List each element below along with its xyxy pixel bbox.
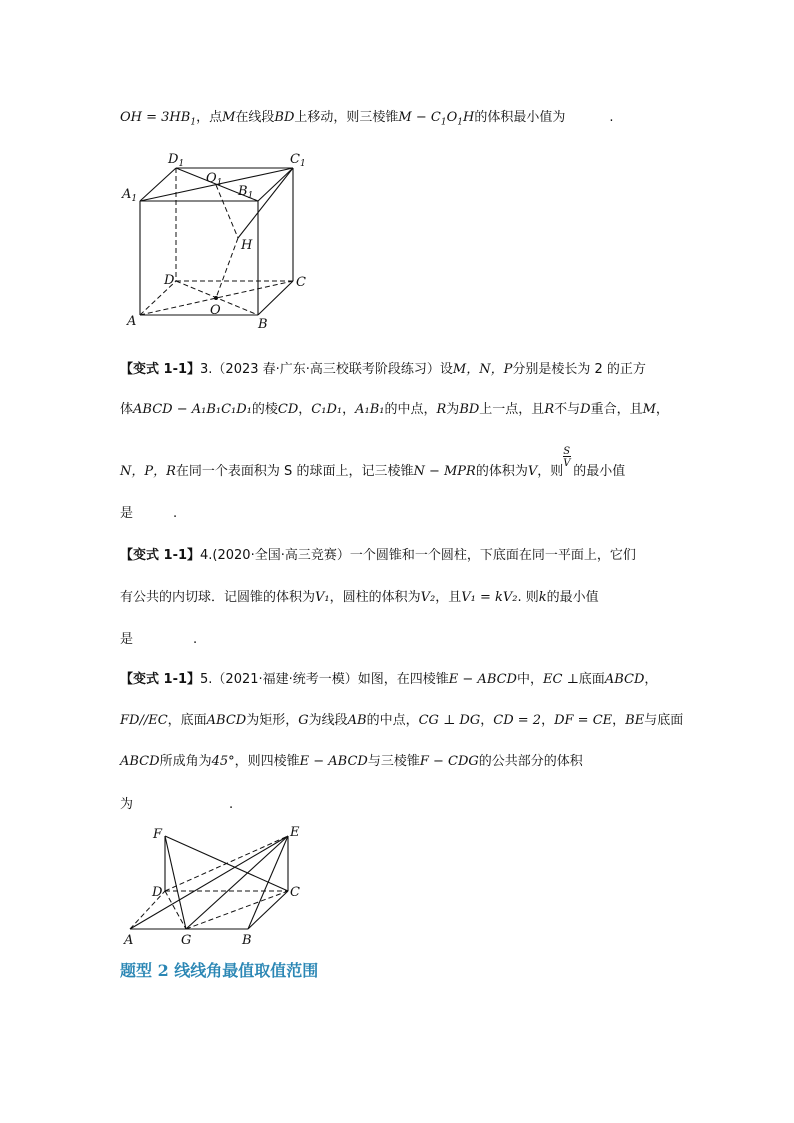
label-B1: B xyxy=(238,184,248,199)
svg-text:D1: $D_1$ xyxy=(168,152,185,169)
label-D: D xyxy=(164,273,175,288)
fraction-s-over-v: S V xyxy=(563,446,571,469)
pyramid-figure xyxy=(118,822,318,950)
problem-4-line-3: 是 . xyxy=(120,632,198,647)
svg-text:C1: $C_1$ xyxy=(290,152,306,169)
label-O: O xyxy=(210,303,221,318)
label-E: E xyxy=(290,825,300,840)
problem-3-line-3: N，P，R在同一个表面积为 S 的球面上，记三棱锥N − MPR的体积为V，则 S V 的最小值 xyxy=(120,462,625,482)
label-C: C xyxy=(290,885,300,900)
label-C1: C xyxy=(290,152,300,167)
problem-4-line-2: 有公共的内切球．记圆锥的体积为V₁，圆柱的体积为V₂，且V₁ = kV₂. 则k的最小值 xyxy=(120,590,599,605)
svg-text:B1: $B_1$ xyxy=(238,184,254,201)
label-G: G xyxy=(181,933,192,948)
problem-5-line-4: 为 . xyxy=(120,797,234,812)
problem-3-line-1: 【变式 1-1】3.（2023 春·广东·高三校联考阶段练习）设M，N，P分别是棱长为 2 的正方 xyxy=(120,362,646,377)
problem-3-line-4: 是 . xyxy=(120,506,178,521)
svg-text:A1: $A_1$ xyxy=(122,187,138,204)
label-B: B xyxy=(242,933,252,948)
problem-5-line-1: 【变式 1-1】5.（2021·福建·统考一模）如图，在四棱锥E − ABCD中，EC ⊥底面ABCD， xyxy=(120,672,658,687)
label-A: A xyxy=(124,933,134,948)
problem-5-line-2: FD//EC，底面ABCD为矩形，G为线段AB的中点，CG ⊥ DG，CD = 2，DF = CE，BE与底面 xyxy=(120,713,684,728)
problem-2-continuation: OH = $3HB_1$，点M在线段BD上移动，则三棱锥$M - C_1O_1H$的体积最小值为 . xyxy=(120,110,614,128)
cube-figure xyxy=(118,148,318,333)
label-A1: A xyxy=(122,187,132,202)
label-D1: D xyxy=(168,152,179,167)
label-D: D xyxy=(152,885,163,900)
label-O1: O xyxy=(206,171,217,186)
problem-4-line-1: 【变式 1-1】4.(2020·全国·高三竞赛）一个圆锥和一个圆柱，下底面在同一平面上，它们 xyxy=(120,548,636,563)
label-C: C xyxy=(296,275,306,290)
problem-5-line-3: ABCD所成角为45°，则四棱锥E − ABCD与三棱锥F − CDG的公共部分的体积 xyxy=(120,754,583,769)
section-heading: 题型 2 线线角最值取值范围 xyxy=(120,961,319,980)
svg-text:O1: $O_1$ xyxy=(206,171,223,188)
problem-3-line-2: 体ABCD − A₁B₁C₁D₁的棱CD，C₁D₁，A₁B₁的中点，R为BD上一点，且R不与D重合，且M， xyxy=(120,402,669,417)
label-B: B xyxy=(258,317,268,332)
label-H: H xyxy=(241,238,253,253)
label-F: F xyxy=(153,827,163,842)
label-A: A xyxy=(127,314,137,329)
